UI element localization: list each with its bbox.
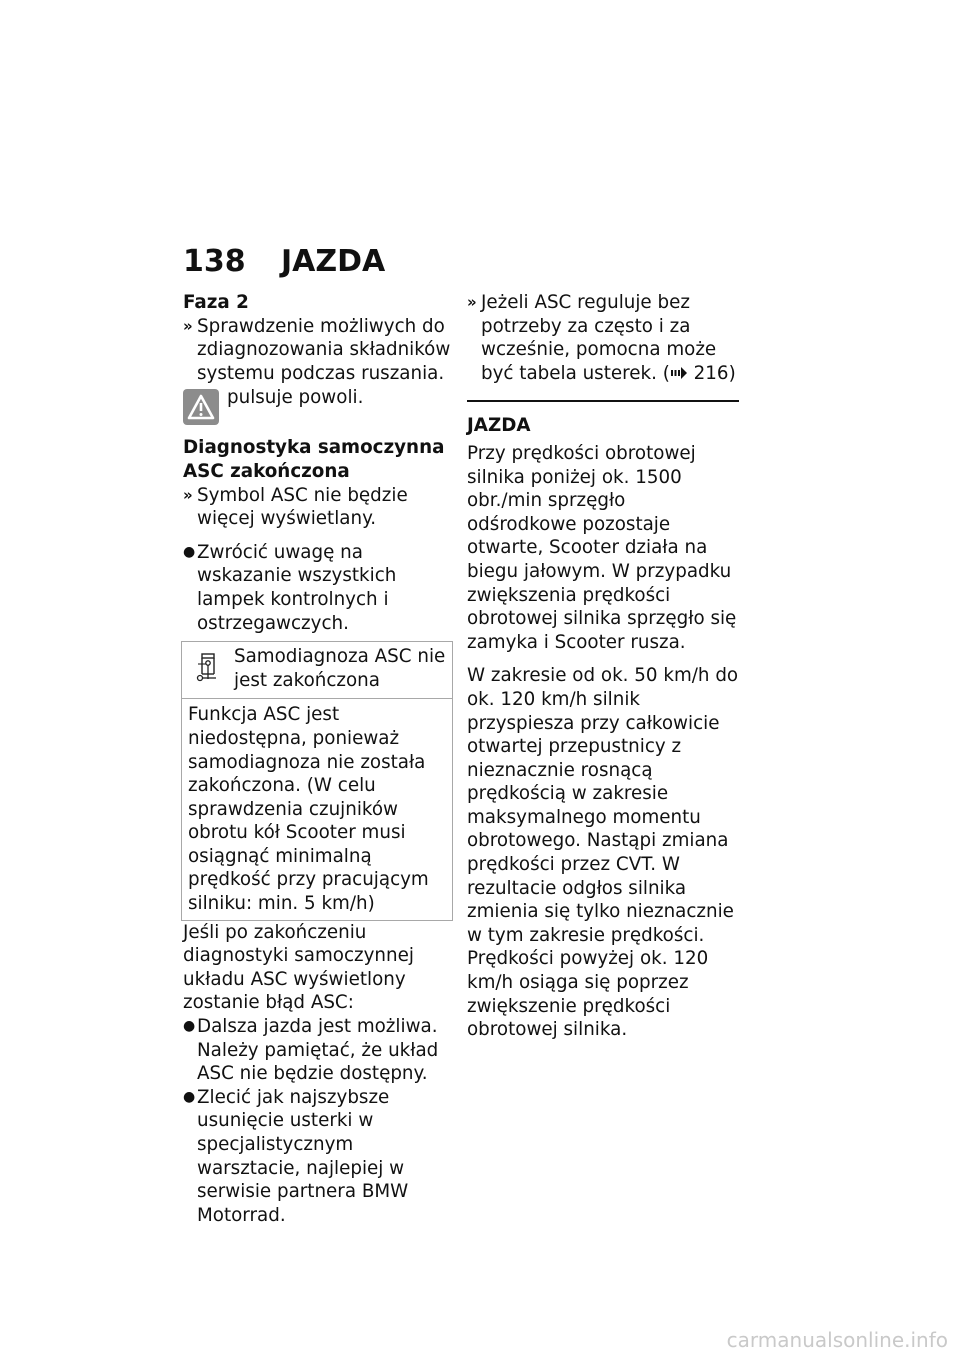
section-heading-faza: Faza 2 (183, 292, 249, 313)
paragraph: W zakresie od ok. 50 km/h do ok. 120 km/h silnik przyspiesza przy całkowicie otwartej przepustnicy z nieznacznie rosnącą prędkością w zakresie maksymalnego momentu obrotowego. Nastąpi zmiana prędkości przez CVT. W rezultacie odgłos silnika zmienia się tylko nieznacznie w tym zakresie prędkości. (467, 665, 739, 946)
section-heading-diagnostyka: Diagnostyka samoczynna ASC zakończona (183, 437, 445, 482)
warning-icon-row (183, 386, 453, 426)
section-divider (467, 400, 739, 402)
item-text: Jeżeli ASC reguluje bez potrzeby za często i za wcześnie, pomocna może być tabela usterek. ( (481, 292, 717, 384)
list-item (467, 291, 739, 386)
bullet-text: Zwrócić uwagę na wskazanie wszystkich lampek kontrolnych i ostrzegawczych. (197, 541, 397, 634)
reference-arrow-icon (670, 363, 688, 387)
page-title: JAZDA (281, 244, 386, 279)
item-text: Symbol ASC nie będzie więcej wyświetlany. (197, 484, 408, 530)
bullet-text: Dalsza jazda jest możliwa. Należy pamiętać, że układ ASC nie będzie dostępny. (197, 1016, 439, 1085)
item-text: Sprawdzenie możliwych do zdiagnozowania składników systemu podczas ruszania. (197, 315, 451, 384)
paragraph: Prędkości powyżej ok. 120 km/h osiąga się poprzez zwiększenie prędkości obrotowej silnika. (467, 948, 709, 1041)
list-item (183, 315, 453, 386)
bullet-item (183, 1015, 453, 1086)
info-table-body: Funkcja ASC jest niedostępna, ponieważ samodiagnoza nie została zakończona. (W celu sprawdzenia czujników obrotu kół Scooter musi osiągnąć minimalną prędkość przy pracującym silniku: min. 5 km/h) (188, 704, 429, 915)
page-header (183, 244, 385, 280)
item-text-end: ) (728, 362, 736, 384)
bullet-dot-icon: ● (183, 1018, 196, 1035)
bullet-dot-icon: ● (183, 543, 196, 560)
warning-triangle-icon (183, 389, 219, 425)
bullet-dot-icon: ● (183, 1088, 196, 1105)
right-column (467, 291, 739, 1042)
engine-check-icon (196, 652, 222, 689)
info-table (181, 641, 453, 921)
list-item (183, 484, 453, 531)
section-heading-jazda: JAZDA (467, 415, 531, 437)
bullet-text: Zlecić jak najszybsze usunięcie usterki w specjalistycznym warsztacie, najlepiej w serwisie partnera BMW Motorrad. (197, 1086, 409, 1226)
arrow-marker-icon: » (183, 485, 193, 504)
info-table-title: Samodiagnoza ASC nie jest zakończona (234, 646, 446, 691)
watermark: carmanualsonline.info (726, 1328, 948, 1352)
page-reference-link[interactable]: 216 (693, 362, 729, 384)
arrow-marker-icon: » (467, 293, 477, 311)
paragraph: Jeśli po zakończeniu diagnostyki samoczynnej układu ASC wyświetlony zostanie błąd ASC: (183, 921, 414, 1014)
icon-status-text: pulsuje powoli. (227, 387, 364, 409)
bullet-item (183, 1086, 453, 1228)
arrow-marker-icon: » (183, 316, 193, 335)
paragraph: Przy prędkości obrotowej silnika poniżej ok. 1500 obr./min sprzęgło odśrodkowe pozostaje otwarte, Scooter działa na biegu jałowym. W przypadku zwiększenia prędkości obrotowej silnika sprzęgło się zamyka i Scooter rusza. (467, 442, 737, 653)
left-column (183, 291, 453, 1227)
info-table-head (182, 642, 452, 699)
page-number: 138 (183, 244, 246, 279)
bullet-item (183, 541, 453, 635)
